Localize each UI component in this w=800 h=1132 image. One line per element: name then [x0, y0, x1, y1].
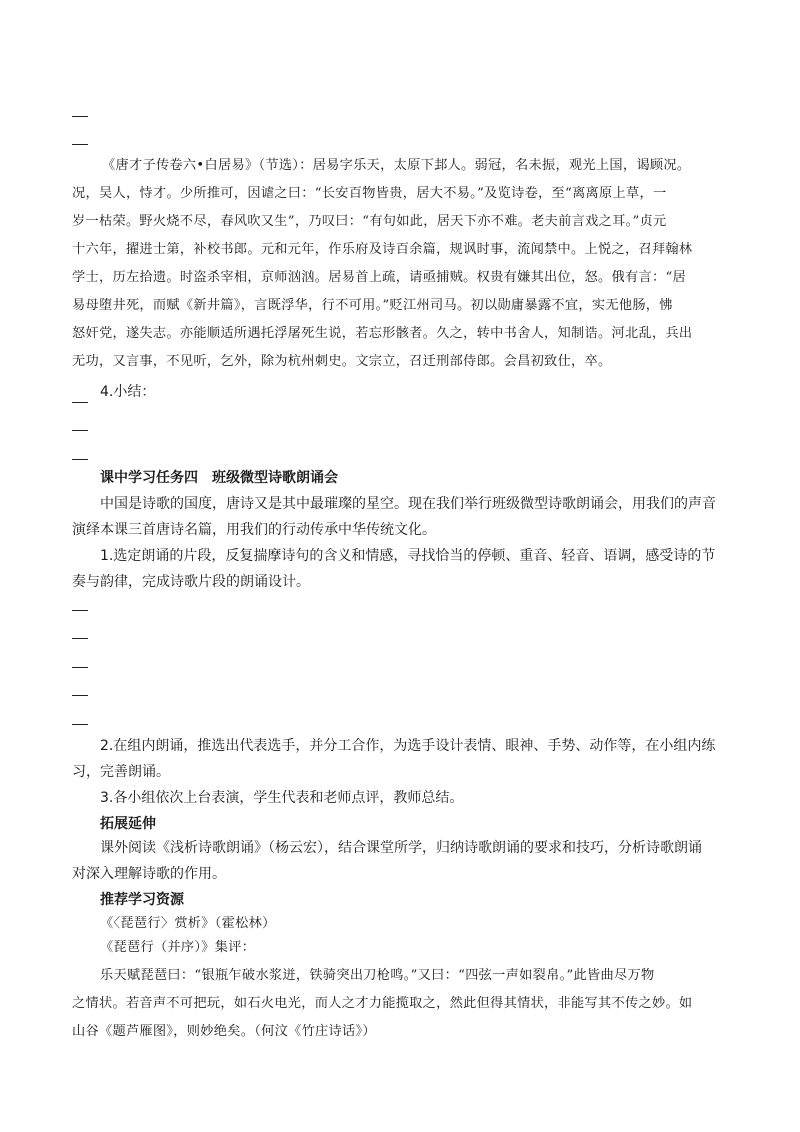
resource-item: 《琵琶行（并序）》集评： [100, 940, 256, 955]
summary-label: 4.小结： [100, 384, 156, 400]
bio-line: 无功，又言事，不见听，乞外，除为杭州刺史。文宗立，召迁刑部侍郎。会昌初致仕，卒。 [72, 354, 612, 369]
answer-blank-line[interactable] [72, 116, 88, 117]
section-heading-extension: 拓展延伸 [100, 816, 156, 832]
bio-line: 《唐才子传卷六•白居易》（节选）：居易字乐天，太原下邽人。弱冠，名未振，观光上国，谒顾况。 [102, 158, 691, 173]
bio-line: 十六年，擢进士第，补校书郎。元和元年，作乐府及诗百余篇，规讽时事，流闻禁中。上悦之，召拜翰林 [72, 242, 693, 257]
answer-blank-line[interactable] [72, 724, 88, 725]
bio-line: 学士，历左拾遗。时盗杀宰相，京师汹汹。居易首上疏，请亟捕贼。权贵有嫌其出位，怒。俄有言：“居 [72, 270, 686, 285]
section-heading-task4: 课中学习任务四 班级微型诗歌朗诵会 [100, 470, 338, 486]
task4-step2-line: 习，完善朗诵。 [72, 764, 170, 780]
answer-blank-line[interactable] [72, 610, 88, 611]
task4-step2-line: 2.在组内朗诵，推选出代表选手，并分工合作，为选手设计表情、眼神、手势、动作等，在小组内练 [100, 738, 716, 754]
extension-line: 课外阅读《浅析诗歌朗诵》（杨云宏），结合课堂所学，归纳诗歌朗诵的要求和技巧，分析诗歌朗诵 [100, 840, 702, 856]
answer-blank-line[interactable] [72, 459, 88, 460]
resource-item: 《〈琵琶行〉赏析》（霍松林） [100, 916, 276, 931]
answer-blank-line[interactable] [72, 695, 88, 696]
answer-blank-line[interactable] [72, 402, 88, 403]
task4-intro-line: 中国是诗歌的国度，唐诗又是其中最璀璨的星空。现在我们举行班级微型诗歌朗诵会，用我们的声音 [100, 496, 716, 512]
answer-blank-line[interactable] [72, 638, 88, 639]
task4-step1-line: 奏与韵律，完成诗歌片段的朗诵设计。 [72, 574, 310, 590]
bio-line: 易母堕井死，而赋《新井篇》，言既浮华，行不可用。”贬江州司马。初以勋庸暴露不宜，实无他肠，怫 [72, 298, 673, 313]
commentary-line: 山谷《题芦雁图》，则妙绝矣。（何汶《竹庄诗话》） [72, 1024, 376, 1039]
answer-blank-line[interactable] [72, 667, 88, 668]
section-heading-resources: 推荐学习资源 [100, 892, 184, 908]
bio-line: 岁一枯荣。野火烧不尽，春风吹又生”，乃叹曰：“有句如此，居天下亦不难。老夫前言戏之耳。”贞元 [72, 214, 667, 229]
bio-line: 况，吴人，恃才。少所推可，因谑之曰：“长安百物皆贵，居大不易。”及览诗卷，至“离离原上草，一 [72, 186, 667, 201]
extension-line: 对深入理解诗歌的作用。 [72, 866, 226, 882]
commentary-line: 乐天赋琵琶曰：“银瓶乍破水浆迸，铁骑突出刀枪鸣。”又曰：“四弦一声如裂帛。”此皆曲尽万物 [100, 968, 655, 983]
answer-blank-line[interactable] [72, 430, 88, 431]
task4-step1-line: 1.选定朗诵的片段，反复揣摩诗句的含义和情感，寻找恰当的停顿、重音、轻音、语调，感受诗的节 [100, 548, 716, 564]
bio-line: 怒奸党，遂失志。亦能顺适所遇托浮屠死生说，若忘形骸者。久之，转中书舍人，知制诰。河北乱，兵出 [72, 326, 693, 341]
answer-blank-line[interactable] [72, 144, 88, 145]
task4-step3-line: 3.各小组依次上台表演，学生代表和老师点评，教师总结。 [100, 790, 464, 806]
commentary-line: 之情状。若音声不可把玩，如石火电光，而人之才力能揽取之，然此但得其情状，非能写其不传之妙。如 [72, 996, 693, 1011]
task4-intro-line: 演绎本课三首唐诗名篇，用我们的行动传承中华传统文化。 [72, 522, 436, 538]
